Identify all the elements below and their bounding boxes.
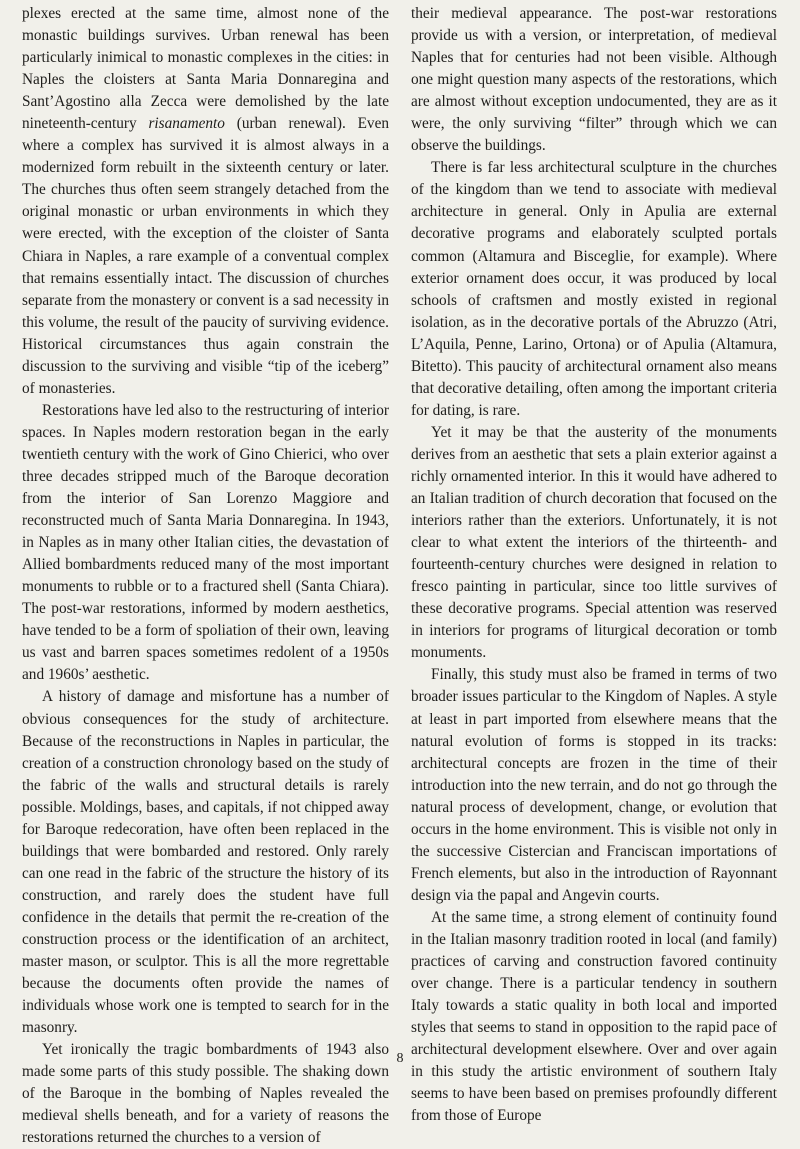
- right-text-column: [411, 3, 777, 1127]
- left-paragraph-2: Restorations have led also to the restructuring of interior spaces. In Naples modern restoration began in the early twentieth century with the work of Gino Chierici, who over three decades stripped much of the Baroque decoration from the interior of San Lorenzo Maggiore and reconstructed much of Santa Maria Donnaregina. In 1943, in Naples as in many other Italian cities, the devastation of Allied bombardments reduced many of the most important monuments to rubble or to a fractured shell (Santa Chiara). The post-war restorations, informed by modern aesthetics, have tended to be a form of spoliation of their own, leaving us vast and barren spaces sometimes redolent of a 1950s and 1960s’ aesthetic.: [22, 401, 389, 684]
- left-paragraph-3: A history of damage and misfortune has a number of obvious consequences for the study of architecture. Because of the reconstructions in Naples in particular, the creation of a construction chronology based on the study of the fabric of the walls and structural details is rarely possible. Moldings, bases, and capitals, if not chipped away for Baroque redecoration, have often been replaced in the buildings that were bombarded and restored. Only rarely can one read in the fabric of the structure the history of its construction, and rarely does the student have full confidence in the details that permit the re-creation of the construction process or the identification of an architect, master mason, or sculptor. This is all the more regrettable because the documents often provide the names of individuals whose work one is tempted to search for in the masonry.: [22, 688, 389, 1037]
- right-paragraph-5: At the same time, a strong element of continuity found in the Italian masonry tradition rooted in local (and family) practices of carving and construction favored continuity over change. There is a particular tendency in southern Italy towards a static quality in both local and imported styles that seems to stand in opposition to the rapid pace of architectural development elsewhere. Over and over again in this study the artistic environment of southern Italy seems to have been based on premises profoundly different from those of Europe: [411, 908, 777, 1125]
- italic-term: risanamento: [148, 115, 225, 133]
- right-paragraph-1: their medieval appearance. The post-war restorations provide us with a version, or interpretation, of medieval Naples that for centuries had not been visible. Although one might question many aspects of the restorations, which are almost without exception undocumented, they are as it were, the only surviving “filter” through which we can observe the buildings.: [411, 5, 777, 155]
- right-paragraph-2: There is far less architectural sculpture in the churches of the kingdom than we tend to associate with medieval architecture in general. Only in Apulia are external decorative programs and elaborately sculpted portals common (Altamura and Bisceglie, for example). Where exterior ornament does occur, it was produced by local schools of craftsmen and mostly existed in regional isolation, as in the decorative portals of the Abruzzo (Atri, L’Aquila, Penne, Larino, Ortona) or of Apulia (Altamura, Bitetto). This paucity of architectural ornament also means that decorative detailing, often among the important criteria for dating, is rare.: [411, 159, 777, 419]
- left-paragraph-1: plexes erected at the same time, almost none of the monastic buildings survives. Urban renewal has been particularly inimical to monastic complexes in the cities: in Naples the cloisters at Santa Maria Donnaregina and Sant’Agostino alla Zecca were demolished by the late nineteenth-century risanamento (urban renewal). Even where a complex has survived it is almost always in a modernized form rebuilt in the sixteenth century or later. The churches thus often seem strangely detached from the original monastic or urban environments in which they were erected, with the exception of the cloister of Santa Chiara in Naples, a rare example of a conventual complex that remains essentially intact. The discussion of churches separate from the monastery or convent is a sad necessity in this volume, the result of the paucity of surviving evidence. Historical circumstances thus again constrain the discussion to the surviving and visible “tip of the iceberg” of monasteries.: [22, 5, 390, 397]
- left-text-column: [22, 3, 389, 1149]
- page-number: 8: [396, 1051, 404, 1066]
- left-paragraph-4: Yet ironically the tragic bombardments of 1943 also made some parts of this study possible. The shaking down of the Baroque in the bombing of Naples revealed the medieval shells beneath, and for a variety of reasons the restorations returned the churches to a version of: [22, 1041, 389, 1147]
- right-paragraph-4: Finally, this study must also be framed in terms of two broader issues particular to the Kingdom of Naples. A style at least in part imported from elsewhere means that the natural evolution of forms is stopped in its tracks: architectural concepts are frozen in the time of their introduction into the new terrain, and do not go through the natural process of development, change, or evolution that occurs in the home environment. This is visible not only in the successive Cistercian and Franciscan importations of French elements, but also in the introduction of Rayonnant design via the papal and Angevin courts.: [411, 666, 777, 904]
- right-paragraph-3: Yet it may be that the austerity of the monuments derives from an aesthetic that sets a plain exterior against a richly ornamented interior. In this it would have adhered to an Italian tradition of church decoration that focused on the interiors rather than the exteriors. Unfortunately, it is not clear to what extent the interiors of the thirteenth- and fourteenth-century churches were designed in relation to fresco painting in particular, since too little survives of these decorative programs. Special attention was reserved in interiors for programs of liturgical decoration or tomb monuments.: [411, 423, 777, 662]
